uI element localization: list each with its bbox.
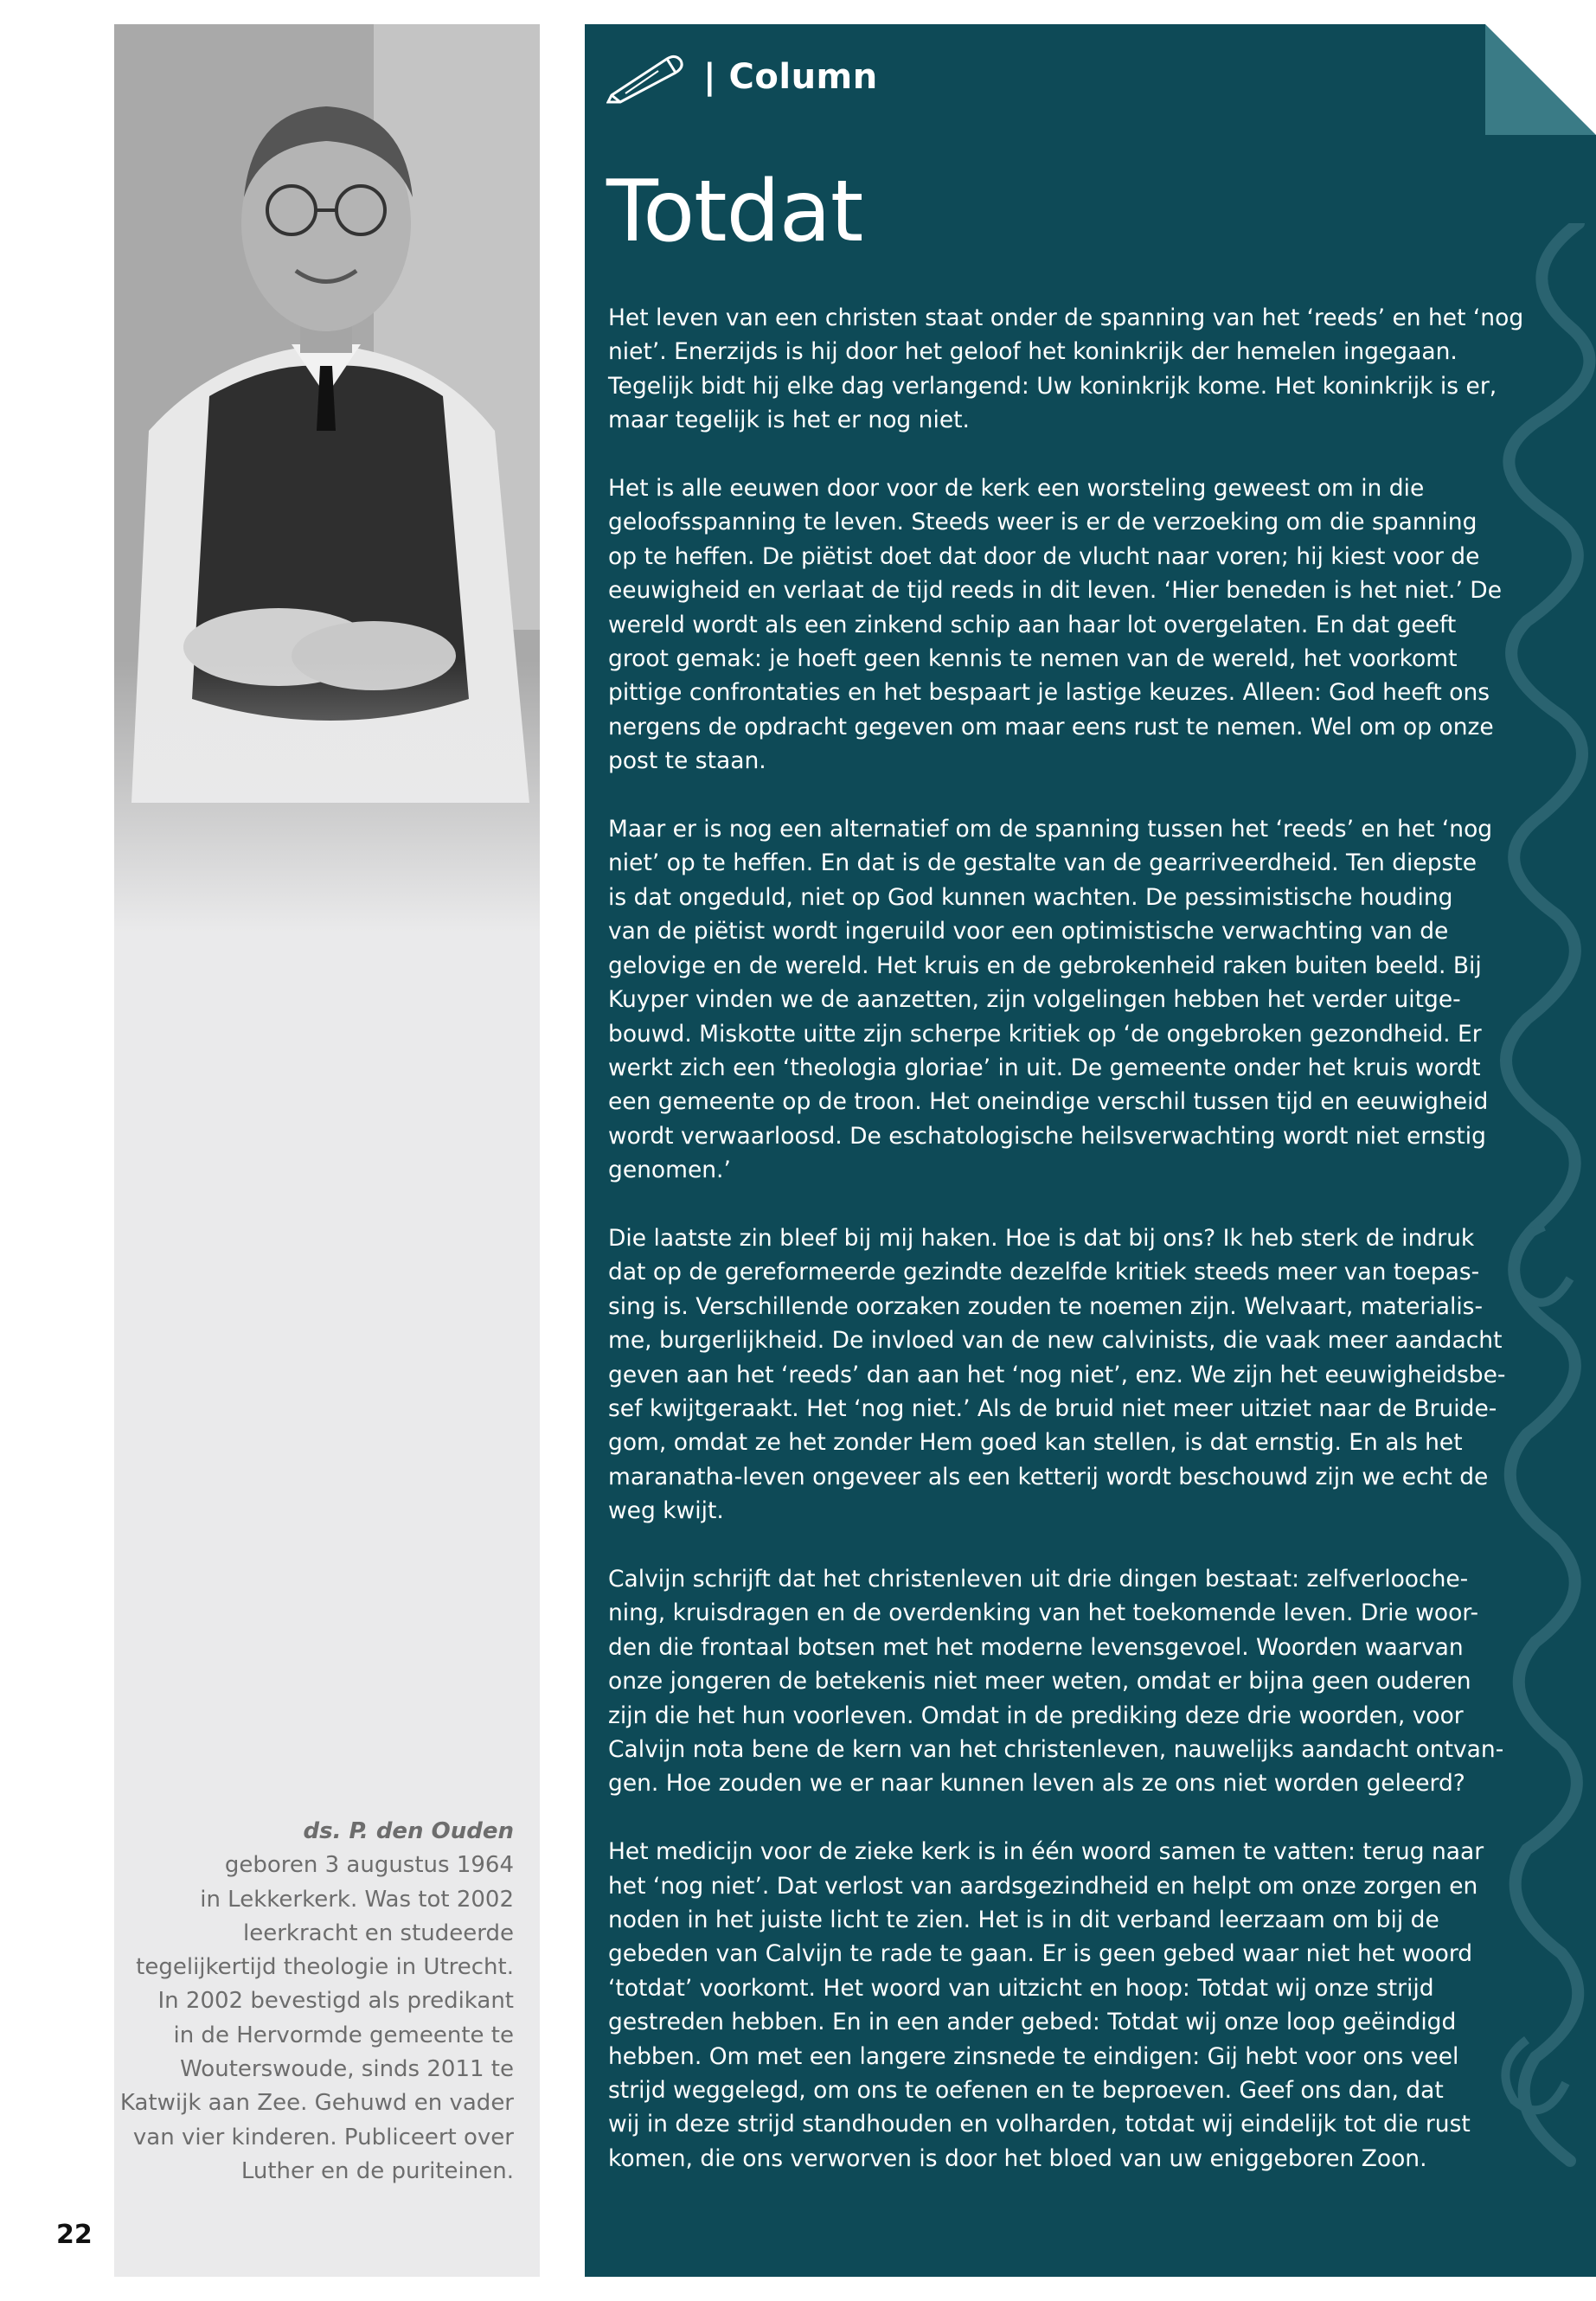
text-line: maranatha-leven ongeveer als een ketterij wordt beschouwd zijn we echt de bbox=[608, 1463, 1489, 1490]
text-line: den die frontaal botsen met het moderne levensgevoel. Woorden waarvan bbox=[608, 1633, 1464, 1661]
text-line: Het leven van een christen staat onder de spanning van het ‘reeds’ en het ‘nog bbox=[608, 304, 1524, 331]
text-line: wij in deze strijd standhouden en volharden, totdat wij eindelijk tot die rust bbox=[608, 2111, 1471, 2138]
article-paragraph bbox=[608, 1221, 1506, 1529]
column-kicker bbox=[606, 50, 878, 104]
author-bio-line: In 2002 bevestigd als predikant bbox=[157, 1988, 514, 2015]
text-line: niet’. Enerzijds is hij door het geloof het koninkrijk der hemelen ingegaan. bbox=[608, 338, 1458, 366]
column-label: | Column bbox=[703, 57, 878, 97]
text-line: Die laatste zin bleef bij mij haken. Hoe is dat bij ons? Ik heb sterk de indruk bbox=[608, 1224, 1475, 1252]
text-line: onze jongeren de betekenis niet meer weten, omdat er bijna geen ouderen bbox=[608, 1668, 1471, 1695]
text-line: eeuwigheid en verlaat de tijd reeds in dit leven. ‘Hier beneden is het niet.’ De bbox=[608, 577, 1503, 605]
author-bio-line: in de Hervormde gemeente te bbox=[173, 2022, 514, 2048]
article-paragraph bbox=[608, 812, 1499, 1187]
author-bio-line: van vier kinderen. Publiceert over bbox=[132, 2124, 514, 2150]
pen-icon bbox=[606, 50, 691, 104]
text-line: noden in het juiste licht te zien. Het is in dit verband leerzaam om bij de bbox=[608, 1907, 1439, 1934]
text-line: ning, kruisdragen en de overdenking van het toekomende leven. Drie woor- bbox=[608, 1599, 1479, 1627]
author-bio bbox=[114, 1815, 514, 2189]
text-line: gen. Hoe zouden we er naar kunnen leven als ze ons niet worden geleerd? bbox=[608, 1770, 1465, 1798]
author-bio-line: in Lekkerkerk. Was tot 2002 bbox=[200, 1886, 514, 1913]
text-line: werkt zich een ‘theologia gloriae’ in uit. De gemeente onder het kruis wordt bbox=[608, 1054, 1481, 1081]
text-line: post te staan. bbox=[608, 747, 766, 775]
text-line: geloofsspanning te leven. Steeds weer is er de verzoeking om die spanning bbox=[608, 509, 1477, 536]
column-panel bbox=[585, 24, 1596, 2277]
author-portrait-illustration bbox=[114, 24, 540, 933]
text-line: me, burgerlijkheid. De invloed van de new calvinists, die vaak meer aandacht bbox=[608, 1327, 1503, 1355]
author-bio-line: Katwijk aan Zee. Gehuwd en vader bbox=[119, 2090, 514, 2117]
author-bio-line: leerkracht en studeerde bbox=[242, 1920, 514, 1946]
author-bio-line: Wouterswoude, sinds 2011 te bbox=[180, 2056, 514, 2083]
text-line: hebben. Om met een langere zinsnede te eindigen: Gij hebt voor ons veel bbox=[608, 2042, 1459, 2070]
author-sidebar bbox=[114, 24, 540, 2277]
text-line: Kuyper vinden we de aanzetten, zijn volgelingen hebben het verder uitge- bbox=[608, 986, 1461, 1014]
article-paragraph bbox=[608, 1562, 1504, 1801]
text-line: Tegelijk bidt hij elke dag verlangend: Uw koninkrijk kome. Het koninkrijk is er, bbox=[608, 372, 1497, 400]
text-line: Maar er is nog een alternatief om de spanning tussen het ‘reeds’ en het ‘nog bbox=[608, 816, 1493, 843]
text-line: groot gemak: je hoeft geen kennis te nemen van de wereld, het voorkomt bbox=[608, 645, 1458, 673]
text-line: van de piëtist wordt ingeruild voor een optimistische verwachting van de bbox=[608, 918, 1449, 945]
text-line: Het is alle eeuwen door voor de kerk een worsteling geweest om in die bbox=[608, 475, 1425, 503]
text-line: niet’ op te heffen. En dat is de gestalte van de gearriveerdheid. Ten diepste bbox=[608, 849, 1477, 877]
article-body bbox=[608, 301, 1524, 2210]
text-line: op te heffen. De piëtist doet dat door de vlucht naar voren; hij kiest voor de bbox=[608, 542, 1480, 570]
author-bio-line: Luther en de puriteinen. bbox=[240, 2157, 514, 2184]
text-line: sing is. Verschillende oorzaken zouden te noemen zijn. Welvaart, materialis- bbox=[608, 1292, 1484, 1320]
text-line: gelovige en de wereld. Het kruis en de gebrokenheid raken buiten beeld. Bij bbox=[608, 952, 1482, 979]
author-bio-line: geboren 3 augustus 1964 bbox=[224, 1852, 514, 1879]
text-line: dat op de gereformeerde gezindte dezelfde kritiek steeds meer van toepas- bbox=[608, 1259, 1480, 1286]
text-line: Het medicijn voor de zieke kerk is in één woord samen te vatten: terug naar bbox=[608, 1838, 1484, 1866]
page-number: 22 bbox=[56, 2220, 93, 2250]
text-line: een gemeente op de troon. Het oneindige verschil tussen tijd en eeuwigheid bbox=[608, 1088, 1489, 1116]
text-line: strijd weggelegd, om ons te oefenen en te beproeven. Geef ons dan, dat bbox=[608, 2077, 1444, 2105]
text-line: is dat ongeduld, niet op God kunnen wachten. De pessimistische houding bbox=[608, 883, 1453, 911]
article-paragraph bbox=[608, 301, 1524, 438]
text-line: komen, die ons verworven is door het bloed van uw eniggeboren Zoon. bbox=[608, 2144, 1427, 2172]
text-line: genomen.’ bbox=[608, 1157, 731, 1184]
page-fold-cutout bbox=[1485, 24, 1596, 135]
text-line: gom, omdat ze het zonder Hem goed kan stellen, is dat ernstig. En als het bbox=[608, 1429, 1463, 1457]
text-line: nergens de opdracht gegeven om maar eens rust te nemen. Wel om op onze bbox=[608, 713, 1494, 740]
text-line: zijn die het hun voorleven. Omdat in de prediking deze drie woorden, voor bbox=[608, 1702, 1464, 1729]
text-line: maar tegelijk is het er nog niet. bbox=[608, 407, 970, 434]
article-title: Totdat bbox=[606, 163, 863, 261]
text-line: pittige confrontaties en het bespaart je lastige keuzes. Alleen: God heeft ons bbox=[608, 679, 1490, 707]
text-line: bouwd. Miskotte uitte zijn scherpe kritiek op ‘de ongebroken gezondheid. Er bbox=[608, 1020, 1482, 1048]
text-line: geven aan het ‘reeds’ dan aan het ‘nog niet’, enz. We zijn het eeuwigheidsbe- bbox=[608, 1361, 1506, 1388]
text-line: het ‘nog niet’. Dat verlost van aardsgezindheid en helpt om onze zorgen en bbox=[608, 1872, 1478, 1900]
article-paragraph bbox=[608, 471, 1503, 779]
author-name: ds. P. den Ouden bbox=[303, 1818, 514, 1844]
article-paragraph bbox=[608, 1835, 1499, 2176]
text-line: Calvijn schrijft dat het christenleven uit drie dingen bestaat: zelfverlooche- bbox=[608, 1565, 1469, 1593]
text-line: wordt verwaarloosd. De eschatologische heilsverwachting wordt niet ernstig bbox=[608, 1122, 1486, 1150]
text-line: gebeden van Calvijn te rade te gaan. Er is geen gebed waar niet het woord bbox=[608, 1940, 1473, 1968]
text-line: sef kwijtgeraakt. Het ‘nog niet.’ Als de bruid niet meer uitziet naar de Bruide- bbox=[608, 1394, 1497, 1422]
text-line: ‘totdat’ voorkomt. Het woord van uitzicht en hoop: Totdat wij onze strijd bbox=[608, 1974, 1434, 2002]
text-line: weg kwijt. bbox=[608, 1497, 724, 1525]
text-line: Calvijn nota bene de kern van het christenleven, nauwelijks aandacht ontvan- bbox=[608, 1736, 1504, 1763]
text-line: gestreden hebben. En in een ander gebed: Totdat wij onze loop geëindigd bbox=[608, 2009, 1457, 2036]
author-bio-line: tegelijkertijd theologie in Utrecht. bbox=[136, 1954, 514, 1981]
author-portrait bbox=[114, 24, 540, 933]
text-line: wereld wordt als een zinkend schip aan haar lot overgelaten. En dat geeft bbox=[608, 611, 1457, 638]
